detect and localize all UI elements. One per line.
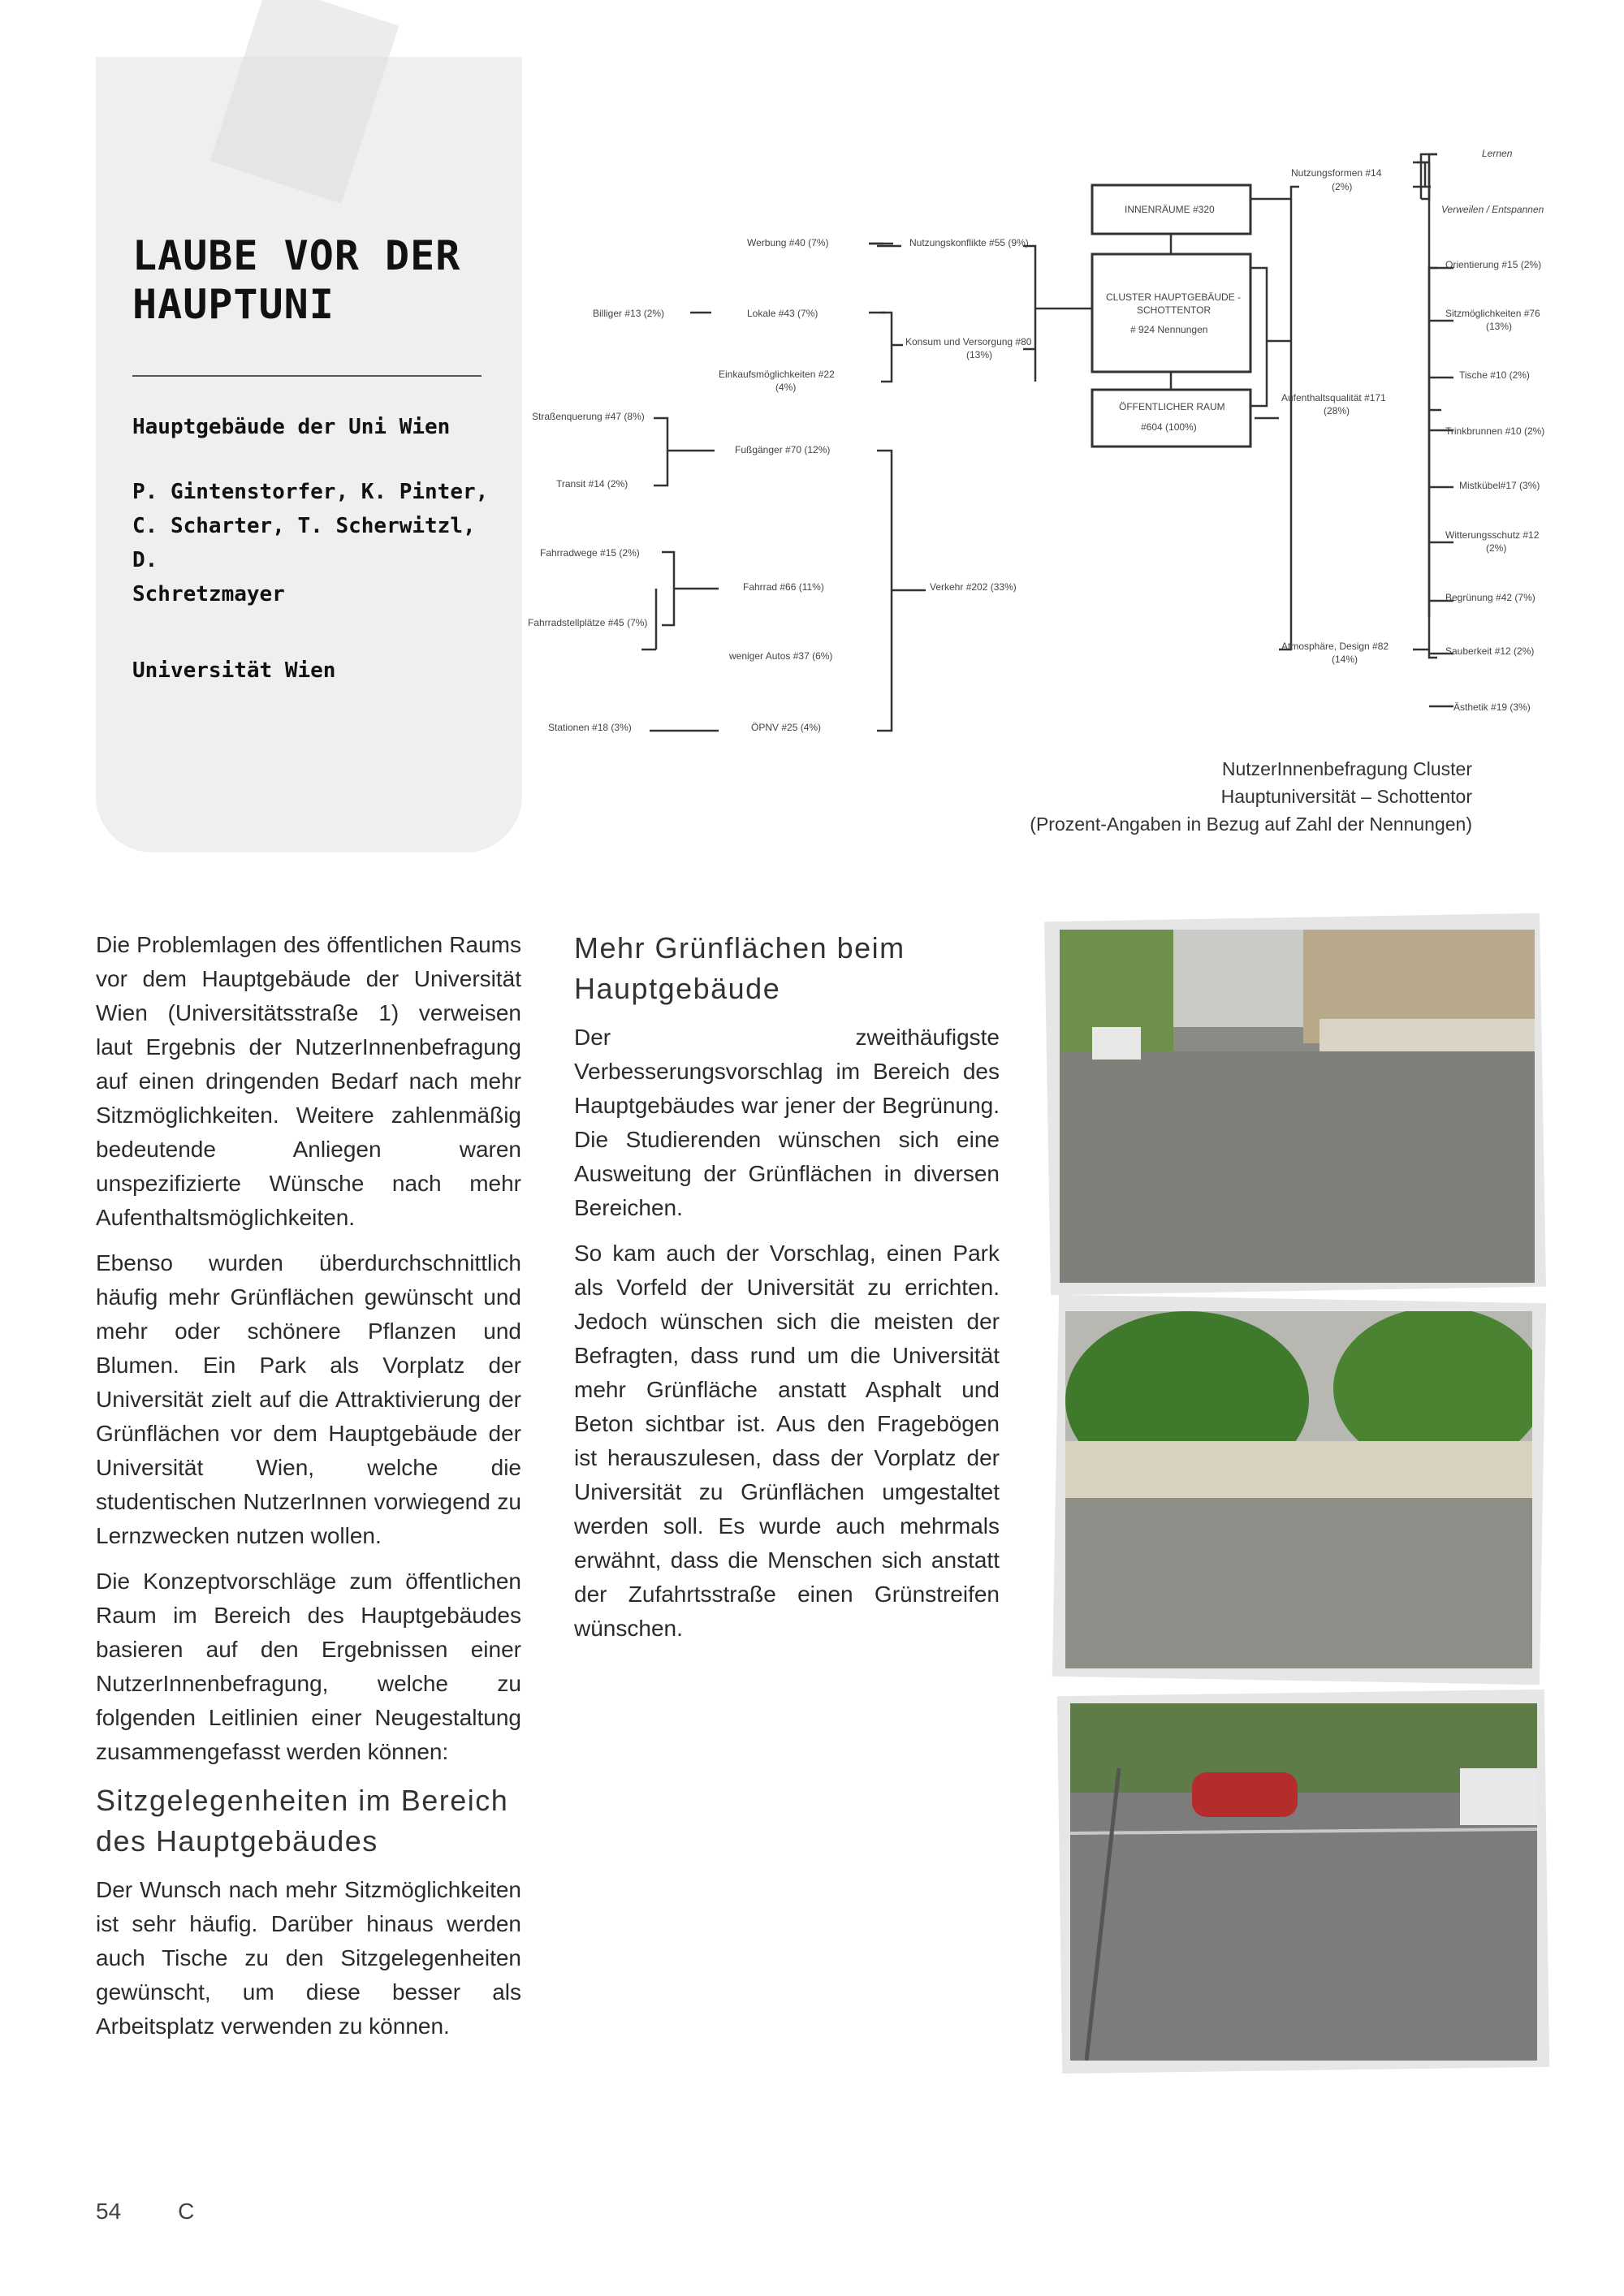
- paragraph: Ebenso wurden überdurchschnittlich häufig mehr Grünflächen gewünscht und mehr oder schönere Pflanzen und Blumen. Ein Park als Vorplatz der Universität zielt auf die Attraktivierung der Grünflächen vor dem Hauptgebäude der Universität Wien, welche die studentischen NutzerInnen vorwiegend zu Lernzwecken nutzen wollen.: [96, 1250, 521, 1548]
- paragraph: Die Problemlagen des öffentlichen Raums vor dem Hauptgebäude der Universität Wien (Universitätsstraße 1) verweisen laut Ergebnis der NutzerInnenbefragung auf einen dringenden Bedarf nach mehr Sitzmöglichkeiten. Weitere zahlenmäßig bedeutende Anliegen waren unspezifizierte Wünsche nach mehr Aufenthaltsmöglichkeiten.: [96, 932, 521, 1230]
- node-strassen: Straßenquerung #47 (8%): [532, 411, 645, 422]
- node-atmosphaere-pct: (14%): [1332, 654, 1358, 665]
- title-divider: [132, 375, 482, 377]
- node-aesthetik: Ästhetik #19 (3%): [1453, 701, 1531, 713]
- node-einkauf: Einkaufsmöglichkeiten #22: [719, 369, 835, 380]
- diagram-caption: [1030, 755, 1472, 838]
- photo-street: [1070, 1703, 1537, 2061]
- node-sitz-pct: (13%): [1486, 321, 1513, 332]
- authors-line-1: P. Gintenstorfer, K. Pinter,: [132, 480, 489, 504]
- node-konsum-pct: (13%): [966, 349, 993, 360]
- text-column-2: [574, 928, 1000, 1657]
- section-heading-green: Mehr Grünflächen beim Hauptgebäude: [574, 931, 905, 1005]
- node-cluster-3: # 924 Nennungen: [1130, 324, 1208, 335]
- node-nutzungsformen-pct: (2%): [1332, 181, 1353, 192]
- node-fussgaenger: Fußgänger #70 (12%): [735, 444, 831, 455]
- title-line-1: LAUBE VOR DER: [132, 232, 461, 279]
- node-fahrradwege: Fahrradwege #15 (2%): [540, 547, 640, 559]
- node-mistkuebel: Mistkübel#17 (3%): [1459, 480, 1540, 491]
- node-cluster-2: SCHOTTENTOR: [1137, 304, 1212, 316]
- node-innenraeume: INNENRÄUME #320: [1125, 204, 1215, 215]
- node-weniger-autos: weniger Autos #37 (6%): [729, 650, 833, 662]
- node-oeffentlich-2: #604 (100%): [1141, 421, 1197, 433]
- node-verweilen: Verweilen / Entspannen: [1441, 204, 1544, 215]
- authors: [132, 475, 490, 611]
- node-sitz: Sitzmöglichkeiten #76: [1445, 308, 1540, 319]
- node-atmosphaere: Atmosphäre, Design #82: [1281, 641, 1389, 652]
- node-fahrradstell: Fahrradstellplätze #45 (7%): [528, 617, 648, 628]
- text-column-1: [96, 928, 521, 2055]
- node-begruenung: Begrünung #42 (7%): [1445, 592, 1535, 603]
- node-oeffentlich-1: ÖFFENTLICHER RAUM: [1119, 401, 1225, 412]
- node-lokale: Lokale #43 (7%): [747, 308, 818, 319]
- node-trinkbrunnen: Trinkbrunnen #10 (2%): [1445, 425, 1545, 437]
- institution: Universität Wien: [132, 658, 336, 683]
- title-line-2: HAUPTUNI: [132, 281, 335, 328]
- node-sauberkeit: Sauberkeit #12 (2%): [1445, 645, 1535, 657]
- node-werbung: Werbung #40 (7%): [747, 237, 829, 248]
- caption-line-3: (Prozent-Angaben in Bezug auf Zahl der Nennungen): [1030, 814, 1472, 835]
- section-letter: C: [178, 2199, 195, 2224]
- node-transit: Transit #14 (2%): [556, 478, 628, 490]
- paragraph: Der Wunsch nach mehr Sitzmöglichkeiten ist sehr häufig. Darüber hinaus werden auch Tische zu den Sitzgelegenheiten gewünscht, um diese besser als Arbeitsplatz verwenden zu können.: [96, 1877, 521, 2039]
- node-witterung-pct: (2%): [1486, 542, 1507, 554]
- caption-line-1: NutzerInnenbefragung Cluster: [1221, 758, 1472, 779]
- node-billiger: Billiger #13 (2%): [593, 308, 665, 319]
- survey-cluster-diagram: [520, 138, 1592, 739]
- node-stationen: Stationen #18 (3%): [548, 722, 632, 733]
- subtitle: Hauptgebäude der Uni Wien: [132, 415, 451, 439]
- page-footer: [96, 2199, 194, 2225]
- node-tische: Tische #10 (2%): [1459, 369, 1530, 381]
- node-konsum: Konsum und Versorgung #80: [905, 336, 1032, 347]
- node-aufenthalt: Aufenthaltsqualität #171: [1281, 392, 1386, 404]
- paragraph: Die Konzeptvorschläge zum öffentlichen Raum im Bereich des Hauptgebäudes basieren auf den Ergebnissen einer NutzerInnenbefragung, welche zu folgenden Leitlinien einer Neugestaltung zusammengefasst werden können:: [96, 1569, 521, 1764]
- node-aufenthalt-pct: (28%): [1324, 405, 1350, 416]
- paragraph: So kam auch der Vorschlag, einen Park als Vorfeld der Universität zu errichten. Jedoch wünschen sich die meisten der Befragten, dass rund um die Universität mehr Grünfläche anstatt Asphalt und Beton sichtbar ist. Aus den Fragebögen ist herauszulesen, dass der Vorplatz der Universität zu Grünflächen umgestaltet werden soll. Es wurde auch mehrmals erwähnt, dass die Menschen sich anstatt der Zufahrtsstraße einen Grünstreifen wünschen.: [574, 1241, 1000, 1641]
- node-nutzungskonflikte: Nutzungskonflikte #55 (9%): [909, 237, 1029, 248]
- node-verkehr: Verkehr #202 (33%): [930, 581, 1017, 593]
- node-lernen: Lernen: [1482, 148, 1513, 159]
- node-witterung: Witterungsschutz #12: [1445, 529, 1540, 541]
- authors-line-2: C. Scharter, T. Scherwitzl, D.: [132, 514, 476, 572]
- photo-park: [1065, 1311, 1532, 1668]
- photo-forecourt: [1060, 930, 1535, 1283]
- page-title: [132, 231, 473, 329]
- node-fahrrad: Fahrrad #66 (11%): [743, 581, 824, 593]
- node-einkauf-pct: (4%): [775, 382, 797, 393]
- section-heading-seating: Sitzgelegenheiten im Bereich des Hauptgebäudes: [96, 1784, 509, 1858]
- caption-line-2: Hauptuniversität – Schottentor: [1220, 786, 1472, 807]
- node-oepnv: ÖPNV #25 (4%): [751, 722, 822, 733]
- node-orientierung: Orientierung #15 (2%): [1445, 259, 1542, 270]
- node-cluster-1: CLUSTER HAUPTGEBÄUDE -: [1106, 291, 1242, 303]
- authors-line-3: Schretzmayer: [132, 582, 285, 606]
- node-nutzungsformen: Nutzungsformen #14: [1291, 167, 1382, 179]
- page-number: 54: [96, 2199, 122, 2224]
- paragraph: Der zweithäufigste Verbesserungsvorschlag im Bereich des Hauptgebäudes war jener der Begrünung. Die Studierenden wünschen sich eine Ausweitung der Grünflächen in diversen Bereichen.: [574, 1025, 1000, 1220]
